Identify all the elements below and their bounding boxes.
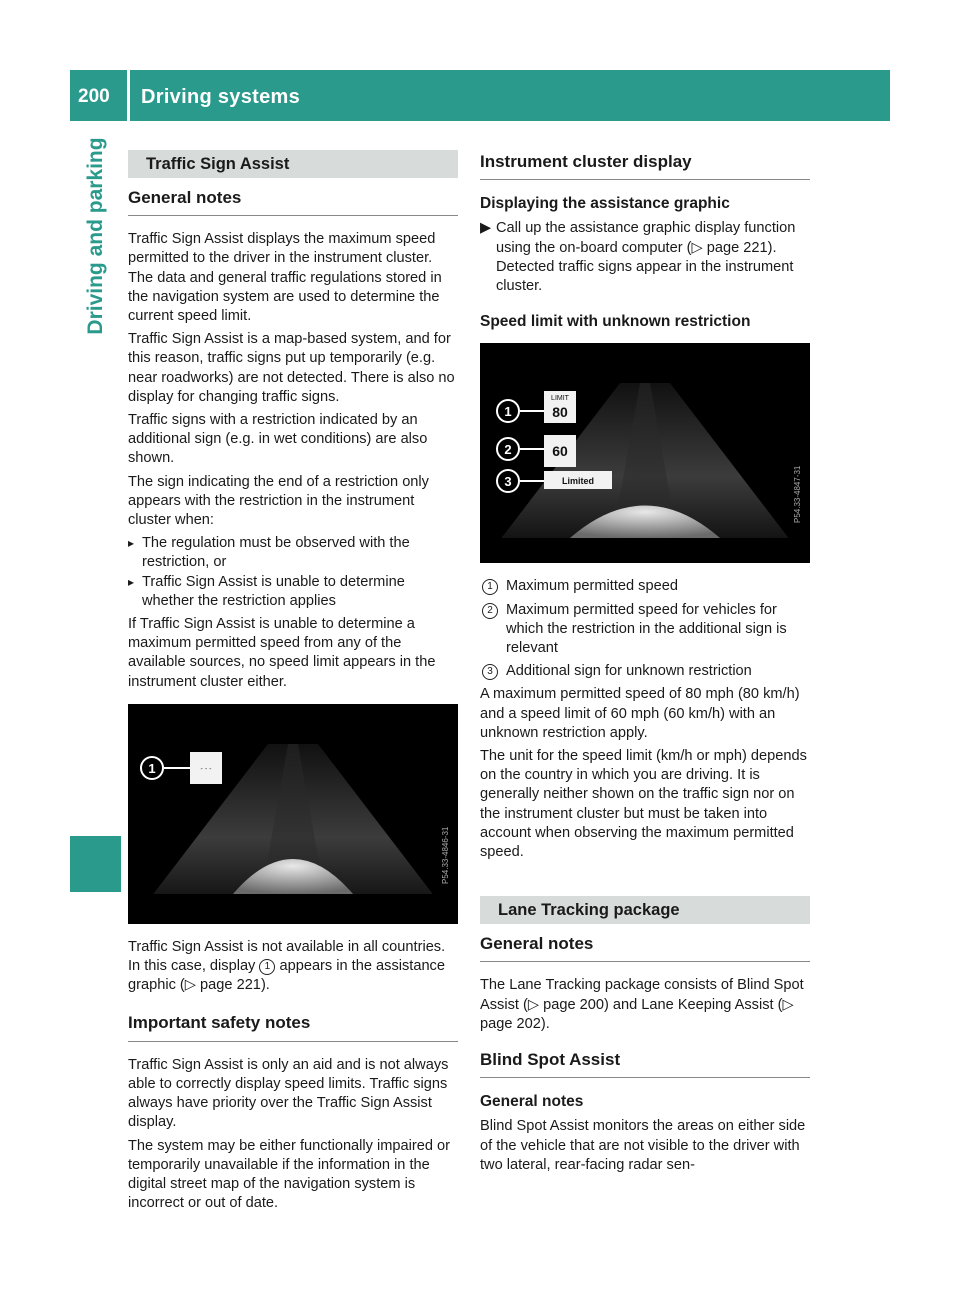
page-number: 200 — [78, 86, 110, 107]
legend-item: 3 Additional sign for unknown restriction — [480, 662, 810, 681]
heading-lane-general-notes: General notes — [480, 934, 810, 962]
section-title: Traffic Sign Assist — [128, 150, 458, 178]
inline-marker-1: 1 — [259, 959, 275, 975]
cluster-graphic — [480, 343, 810, 563]
paragraph: If Traffic Sign Assist is unable to determine a maximum permitted speed from any of the available sources, no speed limit appears in the instrument cluster either. — [128, 616, 436, 690]
figure-no-speed-limit — [128, 704, 458, 924]
paragraph: Traffic Sign Assist is not available in all countries. In this case, display 1 appears in the assistance graphic (▷ page 221). — [128, 938, 446, 994]
paragraph: Traffic Sign Assist displays the maximum speed permitted to the driver in the instrument cluster. The data and general traffic regulations stored in the navigation system are used to determine the current speed limit. — [128, 231, 442, 325]
paragraph: Traffic Sign Assist is a map-based system, and for this reason, traffic signs put up temporarily (e.g. near roadworks) are not detected. There is also no display for changing traffic signs. — [128, 331, 455, 405]
sign-60: 60 — [552, 443, 568, 460]
list-item: ▸ The regulation must be observed with the restriction, or — [128, 534, 458, 572]
legend-item: 2 Maximum permitted speed for vehicles for which the restriction in the additional sign is relevant — [480, 601, 810, 659]
heading-displaying-graphic: Displaying the assistance graphic — [480, 195, 730, 213]
right-column — [480, 150, 810, 1179]
heading-bsa-general-notes: General notes — [480, 1093, 584, 1111]
callout-1: 1 — [148, 760, 156, 776]
instruction-result: Detected traffic signs appear in the instrument cluster. — [496, 258, 794, 295]
side-tab — [70, 121, 121, 351]
side-tab-marker — [70, 836, 121, 892]
paragraph: The sign indicating the end of a restriction only appears with the restriction in the instrument cluster when: — [128, 473, 429, 529]
arrow-icon: ▶ — [480, 220, 492, 237]
heading-safety-notes: Important safety notes — [128, 1013, 458, 1041]
sign-limit-label: LIMIT — [551, 395, 569, 403]
heading-speed-limit-unknown: Speed limit with unknown restriction — [480, 313, 751, 331]
paragraph: The system may be either functionally impaired or temporarily unavailable if the information in the digital street map of the navigation system is incorrect or out of date. — [128, 1137, 451, 1212]
side-tab-label: Driving and parking — [83, 137, 107, 335]
bullet-list — [128, 534, 458, 611]
heading-blind-spot-assist: Blind Spot Assist — [480, 1050, 810, 1078]
legend-item: 1 Maximum permitted speed — [480, 577, 810, 596]
instruction-step: ▶ Call up the assistance graphic display function using the on-board computer (▷ page 221). Detected traffic signs appear in the instrument cluster. — [480, 219, 810, 296]
paragraph: The unit for the speed limit (km/h or mph) depends on the country in which you are driving. It is generally neither shown on the traffic sign nor on the instrument cluster but must be taken into account when observing the maximum permitted speed. — [480, 748, 807, 861]
figure-speed-limit — [480, 343, 810, 563]
figure-code: P54.33-4846-31 — [441, 826, 450, 884]
paragraph: Blind Spot Assist monitors the areas on either side of the vehicle that are not visible to the driver with two lateral, rear-facing radar sen- — [480, 1118, 806, 1173]
callout-2: 2 — [504, 442, 512, 458]
callout-1: 1 — [504, 404, 512, 420]
paragraph: Traffic signs with a restriction indicated by an additional sign (e.g. in wet conditions) are also shown. — [128, 412, 428, 467]
section-title: Lane Tracking package — [480, 896, 810, 924]
cluster-graphic — [128, 704, 458, 924]
figure-code: P54.33-4847-31 — [793, 466, 802, 524]
left-column — [128, 150, 458, 1217]
page-title: Driving systems — [141, 86, 301, 108]
paragraph: Traffic Sign Assist is only an aid and is not always able to correctly display speed limits. Traffic signs always have priority over the Traffic Sign Assist display. — [128, 1056, 449, 1131]
paragraph: The Lane Tracking package consists of Blind Spot Assist (▷ page 200) and Lane Keeping Assist (▷ page 202). — [480, 977, 804, 1032]
callout-3: 3 — [504, 474, 512, 490]
page-ref-link[interactable]: ▷ page 221 — [184, 977, 261, 994]
list-item: ▸ Traffic Sign Assist is unable to determine whether the restriction applies — [128, 573, 458, 611]
header-separator — [127, 70, 130, 121]
paragraph: A maximum permitted speed of 80 mph (80 km/h) and a speed limit of 60 mph (60 km/h) with an unknown restriction apply. — [480, 686, 800, 741]
sign-limited: Limited — [561, 476, 595, 487]
heading-instrument-cluster: Instrument cluster display — [480, 152, 810, 180]
sign-placeholder: - - - — [200, 765, 212, 773]
heading-general-notes: General notes — [128, 188, 458, 216]
sign-80: 80 — [552, 404, 568, 421]
